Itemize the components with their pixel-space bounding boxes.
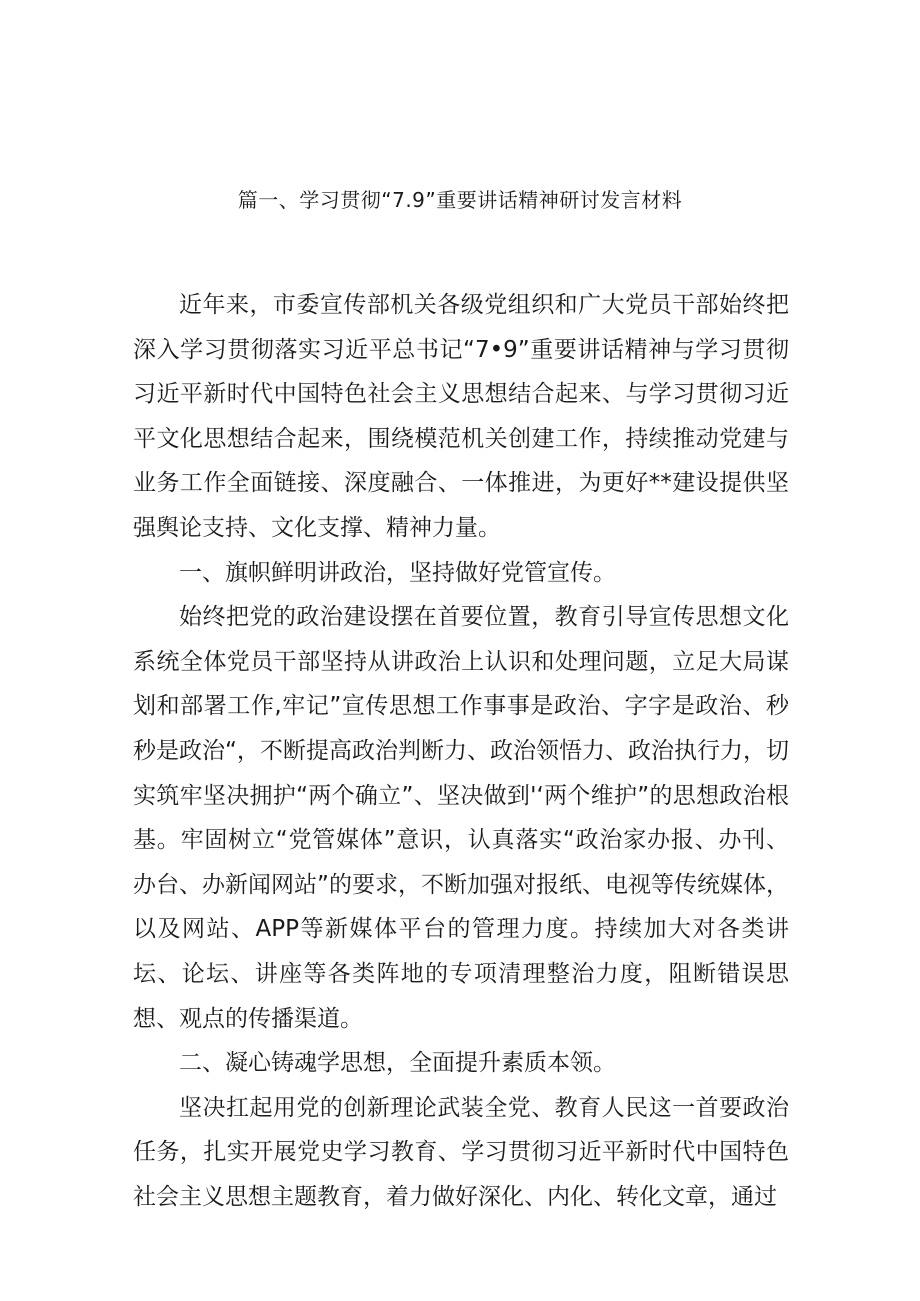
paragraph-section-1: 始终把党的政治建设摆在首要位置，教育引导宣传思想文化系统全体党员干部坚持从讲政治上认识和处理问题，立足大局谋划和部署工作,牢记”宣传思想工作事事是政治、字字是政治、秒秒是政治“，不断提高政治判断力、政治领悟力、政治执行力，切实筑牢坚决拥护“两个确立”、坚决做到'‘两个维护”的思想政治根基。牢固树立“党管媒体”意识，认真落实“政治家办报、办刊、办台、办新闻网站”的要求，不断加强对报纸、电视等传统媒体，以及网站、APP等新媒体平台的管理力度。持续加大对各类讲坛、论坛、讲座等各类阵地的专项清理整治力度，阻断错误思想、观点的传播渠道。 [133, 604, 789, 1032]
paragraph-section-2: 坚决扛起用党的创新理论武装全党、教育人民这一首要政治任务，扎实开展党史学习教育、学习贯彻习近平新时代中国特色社会主义思想主题教育，着力做好深化、内化、转化文章，通过 [133, 1094, 789, 1210]
section-heading-2: 二、凝心铸魂学思想，全面提升素质本领。 [179, 1050, 616, 1077]
document-body [133, 283, 789, 1219]
paragraph-intro: 近年来，市委宣传部机关各级党组织和广大党员干部始终把深入学习贯彻落实习近平总书记“7•9”重要讲话精神与学习贯彻习近平新时代中国特色社会主义思想结合起来、与学习贯彻习近平文化思想结合起来，围绕模范机关创建工作，持续推动党建与业务工作全面链接、深度融合、一体推进，为更好**建设提供坚强舆论支持、文化支撑、精神力量。 [133, 292, 789, 541]
section-heading-1: 一、旗帜鲜明讲政治，坚持做好党管宣传。 [179, 559, 616, 586]
document-title: 篇一、学习贯彻“7.9”重要讲话精神研讨发言材料 [237, 188, 683, 212]
